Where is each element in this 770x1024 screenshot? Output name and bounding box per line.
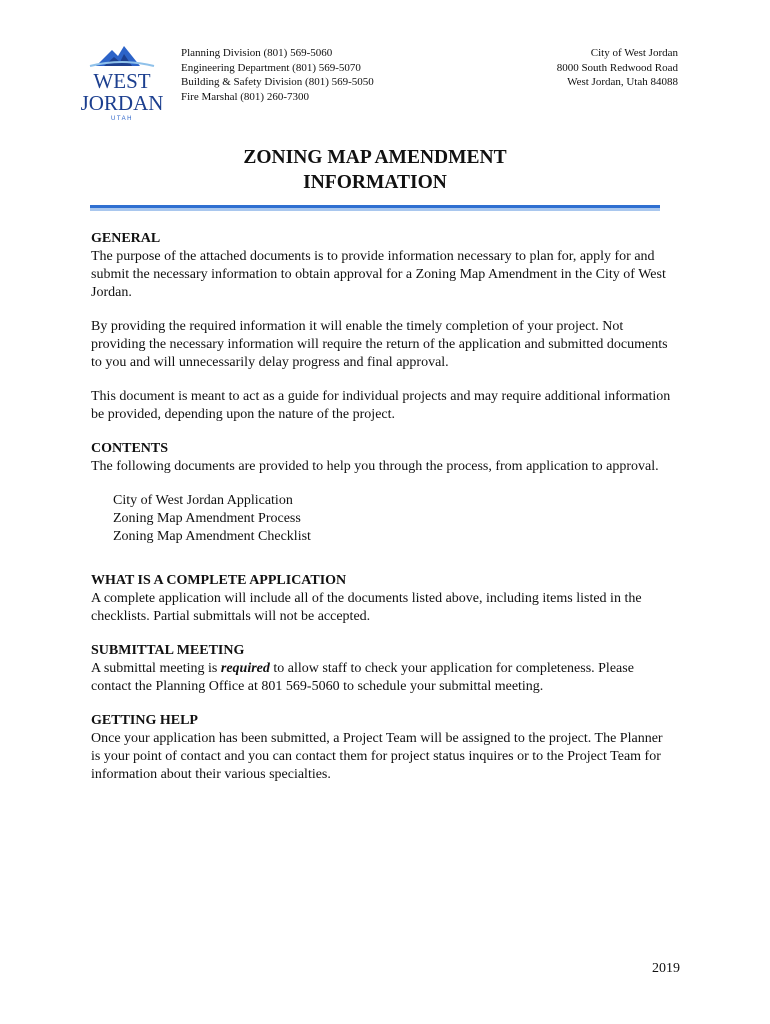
logo-word-utah: UTAH: [111, 116, 133, 122]
getting-help-heading: GETTING HELP: [91, 713, 198, 728]
contact-line: Engineering Department (801) 569-5070: [181, 61, 361, 74]
title-line-2: INFORMATION: [303, 172, 447, 193]
submittal-meeting-text: [91, 660, 671, 696]
title-divider: [90, 205, 660, 211]
meeting-text-pre: A submittal meeting is: [91, 661, 221, 676]
contact-line: Planning Division (801) 569-5060: [181, 47, 333, 59]
contact-line: Fire Marshal (801) 260-7300: [181, 90, 310, 103]
getting-help-text: Once your application has been submitted, a Project Team will be assigned to the project. The Planner is your point of contact and you can contact them for project status inquires or to the Project Team for information about their various specialties.: [91, 731, 663, 782]
west-jordan-logo: [74, 42, 170, 122]
contents-intro: The following documents are provided to help you through the process, from application to approval.: [91, 459, 659, 474]
address-line: 8000 South Redwood Road: [556, 61, 678, 74]
document-list: [91, 492, 671, 546]
complete-application-heading: WHAT IS A COMPLETE APPLICATION: [91, 573, 347, 588]
logo-word-jordan: JORDAN: [80, 91, 164, 115]
document-year: 2019: [652, 961, 680, 976]
required-emphasis: required: [220, 661, 270, 676]
complete-application-text: A complete application will include all of the documents listed above, including items listed in the checklists. Partial submittals will not be accepted.: [91, 591, 642, 624]
logo-word-west: WEST: [93, 69, 151, 93]
general-paragraph-1: The purpose of the attached documents is to provide information necessary to plan for, apply for and submit the necessary information to obtain approval for a Zoning Map Amendment in the City of West Jordan.: [91, 249, 666, 300]
list-item: Zoning Map Amendment Checklist: [113, 529, 311, 544]
meeting-text-post: to allow staff to check your application for completeness. Please contact the Planning Office at 801 569-5060 to schedule your submittal meeting.: [91, 661, 634, 694]
department-contacts: [181, 46, 374, 104]
general-paragraph-3: This document is meant to act as a guide for individual projects and may require additional information be provided, depending upon the nature of the project.: [91, 389, 671, 422]
document-title: [90, 145, 660, 195]
list-item: Zoning Map Amendment Process: [113, 511, 301, 526]
title-line-1: ZONING MAP AMENDMENT: [243, 147, 507, 168]
submittal-meeting-heading: SUBMITTAL MEETING: [91, 643, 245, 658]
address-line: West Jordan, Utah 84088: [567, 76, 678, 89]
city-address: [557, 46, 678, 90]
list-item: City of West Jordan Application: [113, 493, 293, 508]
address-line: City of West Jordan: [590, 47, 678, 59]
contact-line: Building & Safety Division (801) 569-5050: [181, 76, 374, 89]
general-heading: GENERAL: [91, 231, 161, 246]
general-paragraph-2: By providing the required information it will enable the timely completion of your project. Not providing the necessary information will require the return of the application and submitted documents to you and will unnecessarily delay progress and final approval.: [91, 319, 668, 370]
document-body: [91, 230, 671, 784]
contents-heading: CONTENTS: [91, 441, 169, 456]
